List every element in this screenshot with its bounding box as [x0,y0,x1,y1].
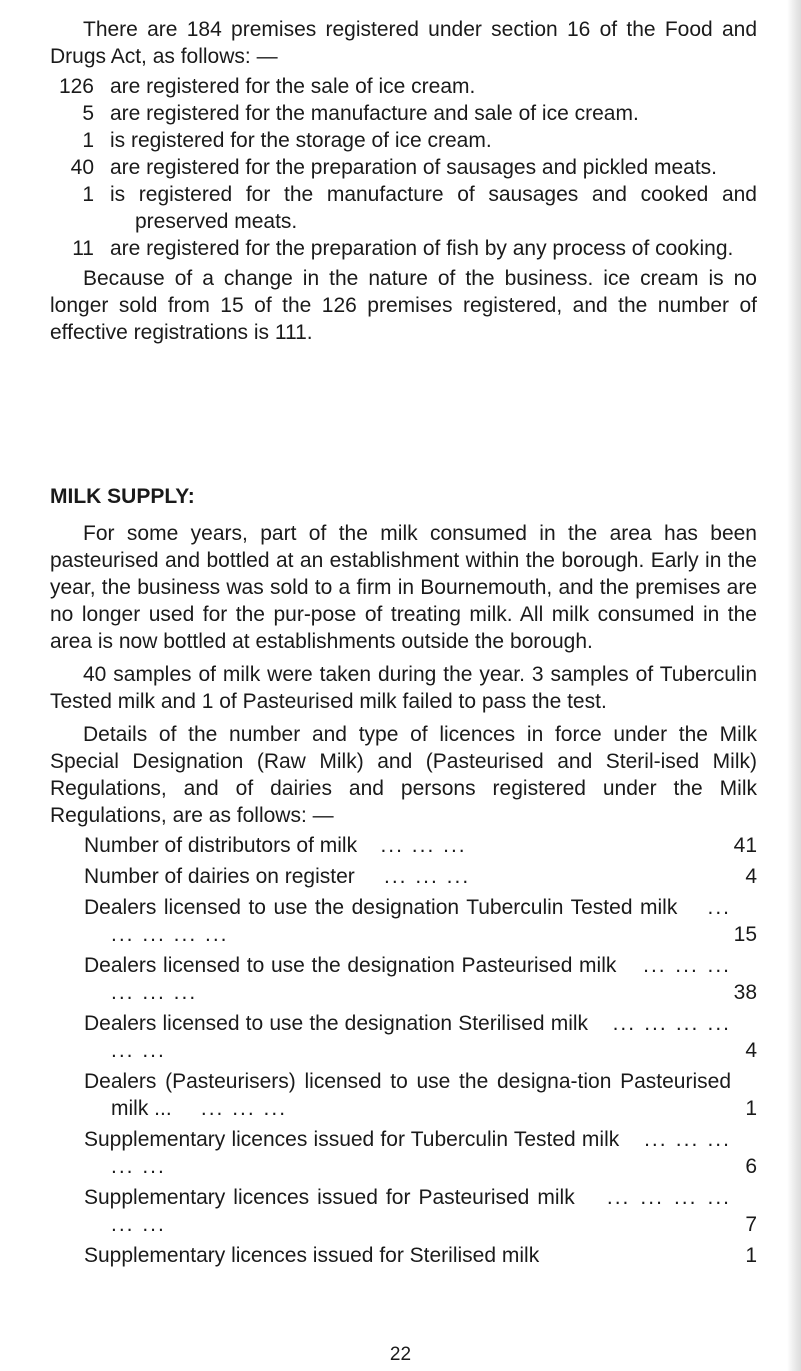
licence-row [84,894,757,948]
licence-value: 4 [745,865,757,888]
licence-value: 1 [745,1097,757,1120]
licence-row [84,1184,757,1238]
change-note-paragraph: Because of a change in the nature of the business. ice cream is no longer sold from 15 of the 126 premises registered, and the number of effective registrations is 111. [50,267,757,344]
dot-leader: ... ... ... ... ... ... [111,954,731,1004]
milk-supply-section [50,483,757,1269]
licence-row [84,1126,757,1180]
page-edge-shadow [787,0,801,1371]
licence-label: Number of distributors of milk [84,834,358,857]
licence-value: 6 [745,1155,757,1178]
dot-leader: ... ... ... ... ... ... [111,1012,731,1062]
milk-paragraph-1: For some years, part of the milk consumed in the area has been pasteurised and bottled at an establishment within the borough. Early in the year, the business was sold to a firm in Bournemouth, and the premises are no longer used for the pur-pose of treating milk. All milk consumed in the area is now bottled at establishments outside the borough. [50,522,757,653]
dot-leader: ... ... ... ... ... [111,896,731,946]
licence-value: 38 [733,981,757,1004]
registration-item [50,181,757,235]
licence-value: 15 [733,923,757,946]
licence-row [84,832,757,859]
registration-count: 1 [82,183,94,206]
registration-count: 11 [72,237,94,260]
registration-item [50,73,757,100]
dot-leader: ... ... ... [383,865,471,888]
dot-leader: ... ... ... ... ... ... [111,1186,731,1236]
registration-text: are registered for the preparation of sausages and pickled meats. [110,156,718,179]
registration-text: are registered for the manufacture and sale of ice cream. [110,102,639,125]
registration-item [50,154,757,181]
page-number: 22 [389,1344,412,1365]
registration-text: are registered for the sale of ice cream. [110,75,476,98]
licence-row [84,952,757,1006]
milk-paragraph-3: Details of the number and type of licences in force under the Milk Special Designation (Raw Milk) and (Pasteurised and Steril-ised Milk) Regulations, and of dairies and persons registered under the Milk Regulations, are as follows: — [50,723,757,827]
milk-supply-heading: MILK SUPPLY: [50,485,195,508]
registration-list [50,73,757,262]
licence-label: Dealers (Pasteurisers) licensed to use the designa-tion Pasteurised milk ... [84,1070,731,1120]
licence-label: Supplementary licences issued for Sterilised milk [84,1244,540,1267]
licence-table [50,832,757,1269]
licence-label: Number of dairies on register [84,865,355,888]
dot-leader: ... ... ... [380,834,467,857]
licence-value: 4 [745,1039,757,1062]
registration-text: is registered for the storage of ice cream. [110,129,492,152]
registration-item [50,100,757,127]
registration-text: are registered for the preparation of fish by any process of cooking. [110,237,734,260]
licence-value: 1 [745,1244,757,1267]
licence-label: Supplementary licences issued for Pasteurised milk [84,1186,575,1209]
registration-count: 40 [70,156,94,179]
registration-section [50,16,757,346]
licence-row [84,1242,757,1269]
milk-paragraph-2: 40 samples of milk were taken during the year. 3 samples of Tuberculin Tested milk and 1 of Pasteurised milk failed to pass the test. [50,663,757,713]
dot-leader: ... ... ... [200,1097,288,1120]
licence-value: 41 [733,834,757,857]
dot-leader: ... ... ... ... ... [111,1128,731,1178]
licence-label: Dealers licensed to use the designation Tuberculin Tested milk [84,896,678,919]
licence-row [84,863,757,890]
registration-count: 1 [82,129,94,152]
intro-paragraph: There are 184 premises registered under section 16 of the Food and Drugs Act, as follows: — [50,18,757,68]
licence-value: 7 [745,1213,757,1236]
licence-label: Dealers licensed to use the designation Pasteurised milk [84,954,617,977]
licence-label: Supplementary licences issued for Tuberculin Tested milk [84,1128,620,1151]
licence-row [84,1068,757,1122]
registration-item [50,235,757,262]
licence-label: Dealers licensed to use the designation Sterilised milk [84,1012,589,1035]
registration-count: 5 [82,102,94,125]
registration-item [50,127,757,154]
registration-text: is registered for the manufacture of sausages and cooked and preserved meats. [110,183,757,233]
licence-row [84,1010,757,1064]
registration-count: 126 [58,75,94,98]
